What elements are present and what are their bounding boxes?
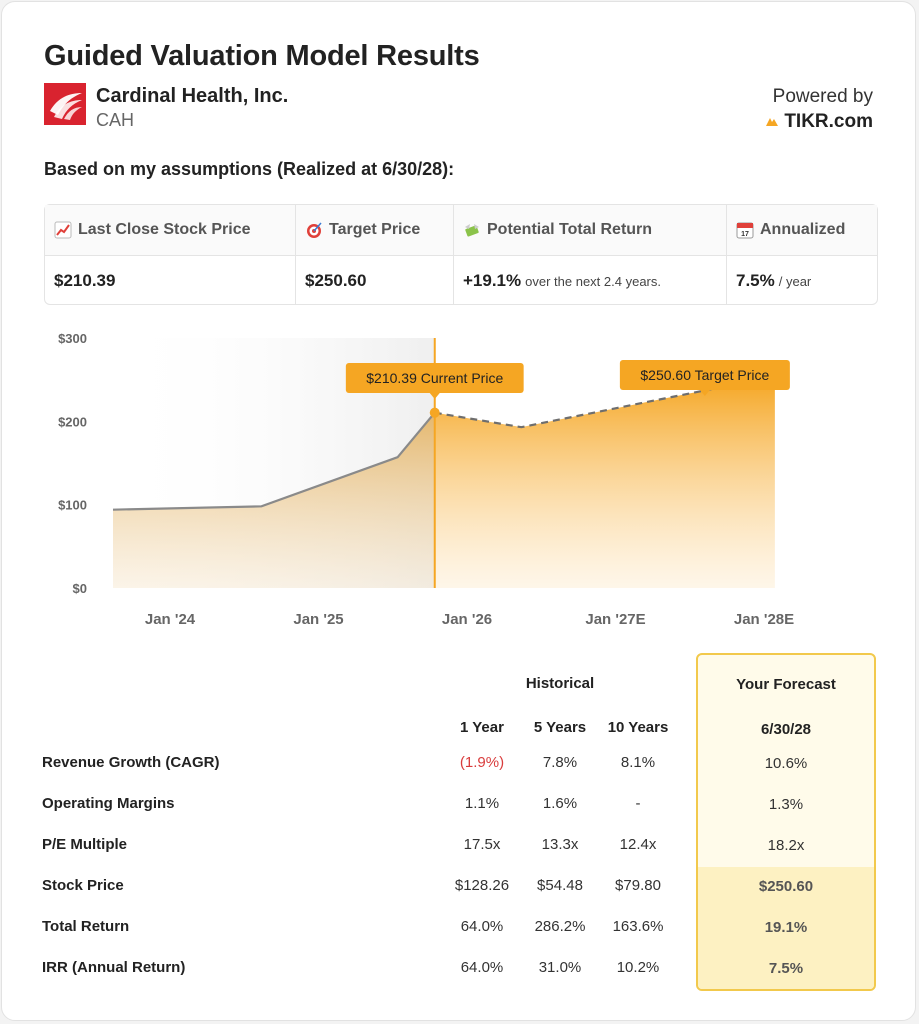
tikr-logo-icon (765, 111, 779, 133)
table-cell: 31.0% (538, 959, 582, 976)
y-tick-label: $100 (58, 497, 87, 513)
current-point (430, 408, 440, 418)
forecast-cell: 7.5% (768, 960, 804, 977)
row-label: P/E Multiple (42, 836, 128, 853)
target-value: $250.60 (305, 271, 367, 290)
table-cell: (1.9%) (459, 754, 505, 771)
table-cell: - (635, 795, 641, 812)
col-10-years: 10 Years (607, 719, 669, 736)
row-label: Operating Margins (42, 795, 175, 812)
table-cell: $128.26 (454, 877, 510, 894)
calendar-icon (736, 221, 754, 239)
table-cell: $79.80 (615, 877, 661, 894)
tikr-brand[interactable] (765, 111, 873, 133)
table-cell: 64.0% (460, 918, 504, 935)
table-cell: 163.6% (612, 918, 664, 935)
company-name: Cardinal Health, Inc. (96, 85, 289, 107)
x-tick-label: Jan '25 (293, 611, 344, 628)
col-1-year: 1 Year (460, 719, 504, 736)
company-logo-icon (44, 83, 86, 125)
table-cell: 1.1% (464, 795, 500, 812)
forecast-cell: $250.60 (758, 878, 814, 895)
x-tick-label: Jan '28E (733, 611, 795, 628)
annualized-note: / year (778, 273, 812, 289)
tikr-brand-label: TIKR.com (784, 111, 873, 132)
current-price-annotation-label: $210.39 Current Price (366, 370, 504, 386)
x-tick-label: Jan '26 (441, 611, 493, 628)
forecast-cell: 19.1% (764, 919, 808, 936)
y-tick-label: $0 (72, 581, 87, 596)
x-tick-label: Jan '24 (144, 611, 196, 628)
assumptions-label: Based on my assumptions (Realized at 6/30/28): (44, 159, 455, 179)
forecast-cell: 1.3% (768, 796, 804, 813)
powered-by-label: Powered by (772, 86, 873, 107)
svg-text:17: 17 (741, 231, 749, 238)
row-label: Total Return (42, 918, 130, 935)
y-tick-label: $300 (58, 331, 87, 346)
money-wings-icon (463, 221, 481, 239)
col-forecast-date: 6/30/28 (760, 721, 812, 738)
table-cell: 286.2% (534, 918, 586, 935)
table-cell: $54.48 (537, 877, 583, 894)
table-cell: 17.5x (463, 836, 501, 853)
return-value: +19.1% (463, 271, 522, 290)
last-close-value: $210.39 (54, 271, 116, 290)
chart-up-icon (54, 221, 72, 239)
annualized-value: 7.5% (736, 271, 775, 290)
row-label: Stock Price (42, 877, 124, 894)
table-cell: 1.6% (542, 795, 578, 812)
target-icon (305, 221, 323, 239)
forecast-header: Your Forecast (736, 676, 836, 693)
y-tick-label: $200 (58, 414, 87, 430)
summary-table (44, 204, 878, 305)
forecast-cell: 10.6% (764, 755, 808, 772)
summary-return (454, 205, 727, 304)
return-note: over the next 2.4 years. (525, 273, 661, 289)
summary-last-close (45, 205, 296, 304)
table-cell: 10.2% (616, 959, 660, 976)
row-label: IRR (Annual Return) (42, 959, 186, 976)
target-price-annotation-label: $250.60 Target Price (640, 367, 770, 383)
annualized-label: Annualized (760, 221, 846, 238)
forecast-panel (696, 653, 876, 991)
target-label: Target Price (329, 221, 421, 238)
price-chart (0, 320, 919, 640)
historical-header: Historical (525, 675, 595, 692)
last-close-label: Last Close Stock Price (78, 221, 251, 238)
forecast-cell: 18.2x (767, 837, 805, 854)
table-cell: 12.4x (619, 836, 657, 853)
col-5-years: 5 Years (533, 719, 587, 736)
return-label: Potential Total Return (487, 221, 653, 238)
table-cell: 7.8% (542, 754, 578, 771)
summary-target (296, 205, 454, 304)
table-cell: 8.1% (620, 754, 656, 771)
summary-annualized (727, 205, 877, 304)
table-cell: 64.0% (460, 959, 504, 976)
company-ticker: CAH (96, 110, 135, 130)
row-label: Revenue Growth (CAGR) (42, 754, 220, 771)
page-title: Guided Valuation Model Results (44, 40, 480, 72)
x-tick-label: Jan '27E (585, 611, 646, 628)
table-cell: 13.3x (541, 836, 579, 853)
